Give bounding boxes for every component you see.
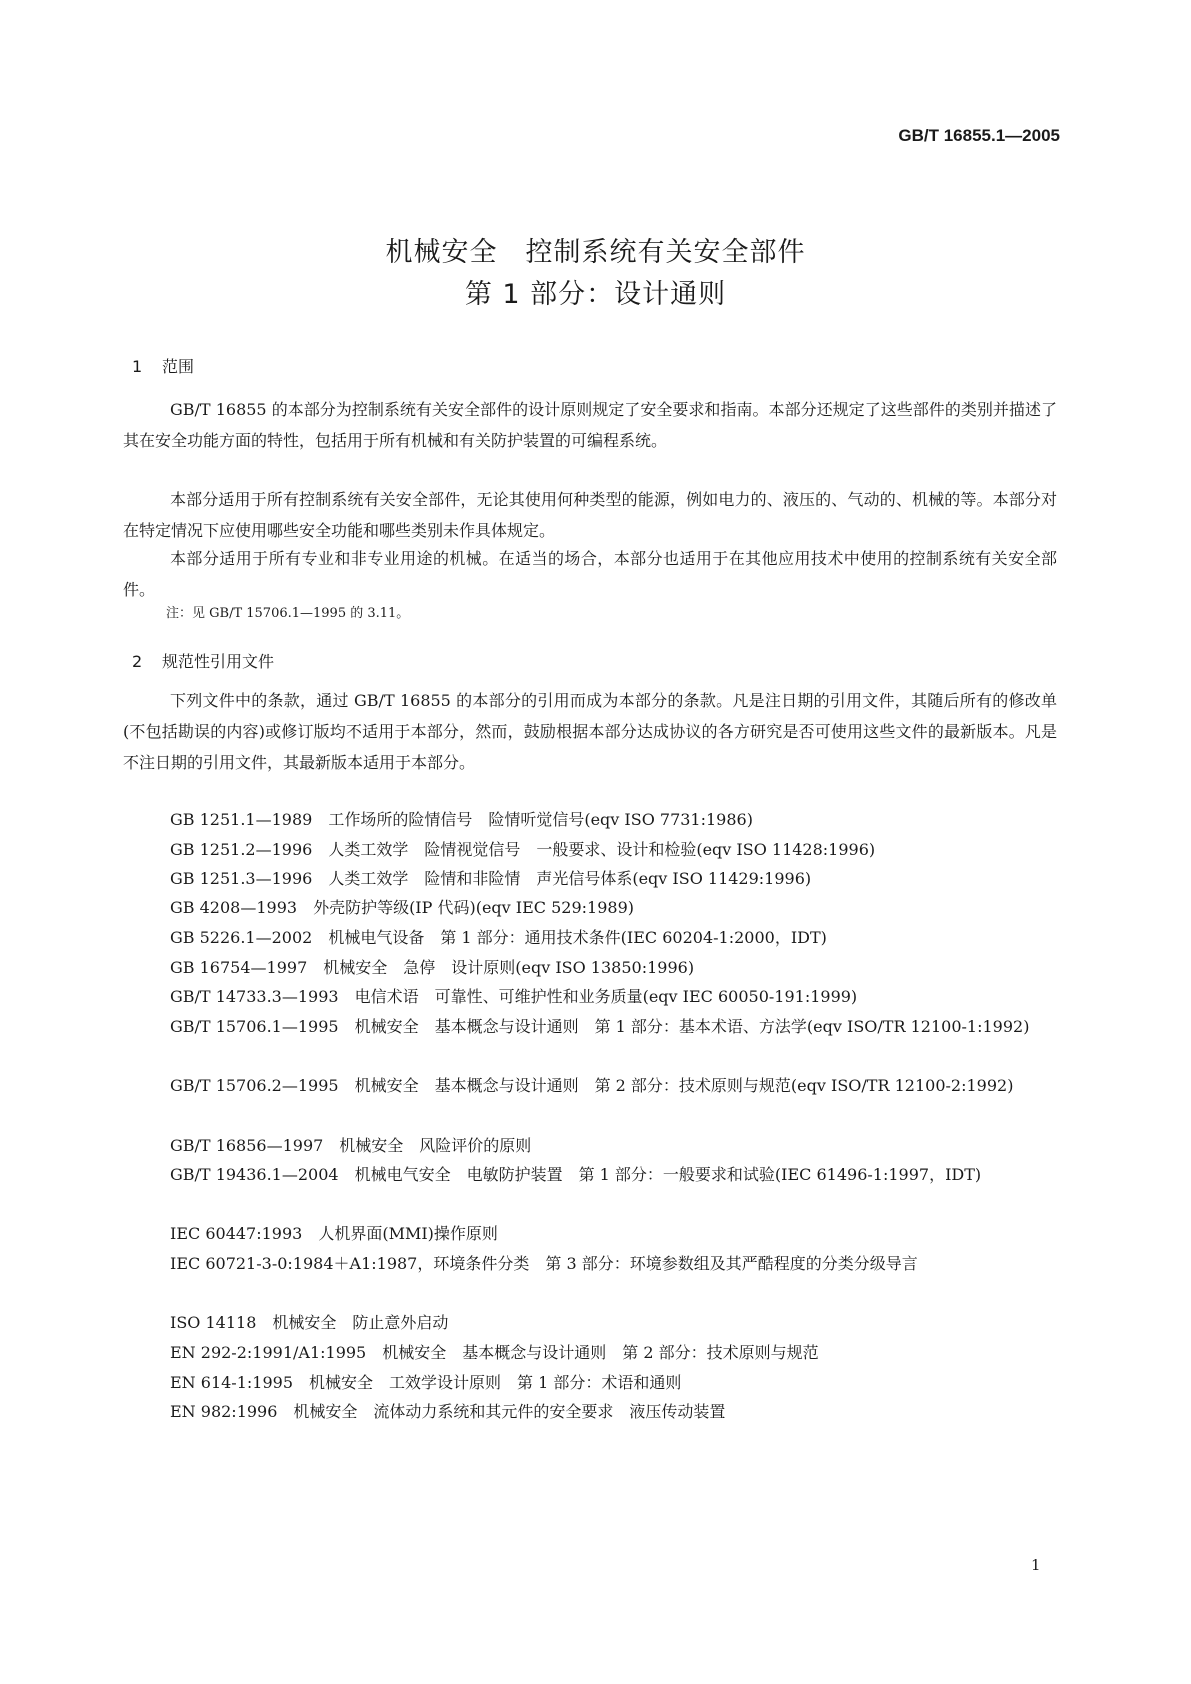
standard-number: GB/T 16855.1—2005: [898, 126, 1060, 145]
reference-item: GB 1251.2—1996 人类工效学 险情视觉信号 一般要求、设计和检验(eqv ISO 11428:1996): [170, 840, 876, 859]
reference-item: GB 16754—1997 机械安全 急停 设计原则(eqv ISO 13850:1996): [170, 958, 695, 977]
section-2-heading: [132, 649, 1062, 672]
reference-item: EN 292-2:1991/A1:1995 机械安全 基本概念与设计通则 第 2 部分：技术原则与规范: [170, 1343, 819, 1362]
section-number: 2: [132, 652, 143, 671]
paragraph: 本部分适用于所有专业和非专业用途的机械。在适当的场合，本部分也适用于在其他应用技术中使用的控制系统有关安全部件。: [123, 549, 1057, 599]
section-number: 1: [132, 357, 143, 376]
paragraph: GB/T 16855 的本部分为控制系统有关安全部件的设计原则规定了安全要求和指南。本部分还规定了这些部件的类别并描述了其在安全功能方面的特性，包括用于所有机械和有关防护装置的可编程系统。: [123, 400, 1057, 450]
reference-item: GB/T 19436.1—2004 机械电气安全 电敏防护装置 第 1 部分：一般要求和试验(IEC 61496-1:1997，IDT): [170, 1165, 982, 1184]
section-1-heading: [132, 354, 1062, 377]
document-title-line-1: 机械安全 控制系统有关安全部件: [385, 237, 806, 268]
reference-item: EN 614-1:1995 机械安全 工效学设计原则 第 1 部分：术语和通则: [170, 1373, 682, 1392]
reference-item: GB 4208—1993 外壳防护等级(IP 代码)(eqv IEC 529:1989): [170, 898, 635, 917]
paragraph: 本部分适用于所有控制系统有关安全部件，无论其使用何种类型的能源，例如电力的、液压的、气动的、机械的等。本部分对在特定情况下应使用哪些安全功能和哪些类别未作具体规定。: [123, 490, 1057, 540]
reference-item: GB 5226.1—2002 机械电气设备 第 1 部分：通用技术条件(IEC 60204-1:2000，IDT): [170, 928, 827, 947]
document-title-line-2: 第 1 部分：设计通则: [464, 279, 727, 310]
reference-item: GB 1251.1—1989 工作场所的险情信号 险情听觉信号(eqv ISO 7731:1986): [170, 810, 753, 829]
reference-item: IEC 60721-3-0:1984＋A1:1987，环境条件分类 第 3 部分：环境参数组及其严酷程度的分类分级导言: [170, 1254, 918, 1273]
reference-item: GB/T 16856—1997 机械安全 风险评价的原则: [170, 1136, 532, 1155]
section-title: 规范性引用文件: [162, 652, 275, 671]
reference-item: EN 982:1996 机械安全 流体动力系统和其元件的安全要求 液压传动装置: [170, 1402, 726, 1421]
reference-item: IEC 60447:1993 人机界面(MMI)操作原则: [170, 1224, 498, 1243]
reference-item: GB/T 15706.2—1995 机械安全 基本概念与设计通则 第 2 部分：技术原则与规范(eqv ISO/TR 12100-2:1992): [170, 1076, 1014, 1095]
reference-item: GB/T 15706.1—1995 机械安全 基本概念与设计通则 第 1 部分：基本术语、方法学(eqv ISO/TR 12100-1:1992): [170, 1017, 1030, 1036]
section-title: 范围: [162, 357, 195, 376]
paragraph: 下列文件中的条款，通过 GB/T 16855 的本部分的引用而成为本部分的条款。凡是注日期的引用文件，其随后所有的修改单(不包括勘误的内容)或修订版均不适用于本部分，然而，鼓励根据本部分达成协议的各方研究是否可使用这些文件的最新版本。凡是不注日期的引用文件，其最新版本适用于本部分。: [123, 691, 1057, 772]
reference-item: GB/T 14733.3—1993 电信术语 可靠性、可维护性和业务质量(eqv IEC 60050-191:1999): [170, 987, 858, 1006]
page-number: 1: [1031, 1556, 1041, 1574]
reference-item: GB 1251.3—1996 人类工效学 险情和非险情 声光信号体系(eqv ISO 11429:1996): [170, 869, 812, 888]
note: 注：见 GB/T 15706.1—1995 的 3.11。: [166, 606, 410, 621]
reference-item: ISO 14118 机械安全 防止意外启动: [170, 1313, 449, 1332]
